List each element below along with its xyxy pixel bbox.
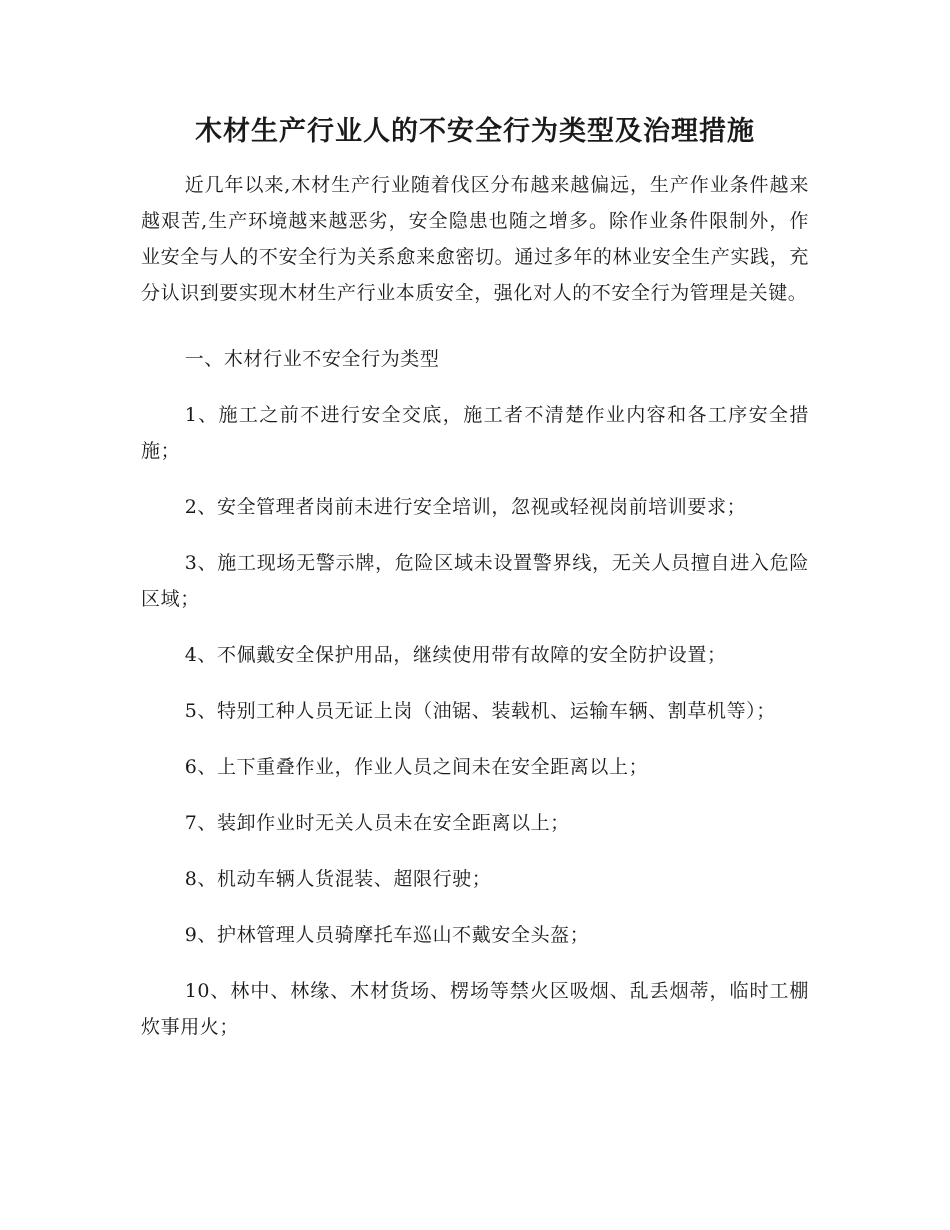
- list-item: 2、安全管理者岗前未进行安全培训，忽视或轻视岗前培训要求；: [184, 496, 747, 518]
- intro-paragraph: 近几年以来,木材生产行业随着伐区分布越来越偏远，生产作业条件越来越艰苦,生产环境越来越恶劣，安全隐患也随之增多。除作业条件限制外，作业安全与人的不安全行为关系愈来愈密切。通过多年的林业安全生产实践，充分认识到要实现木材生产行业本质安全，强化对人的不安全行为管理是关键。: [141, 174, 809, 304]
- list-item: 6、上下重叠作业，作业人员之间未在安全距离以上；: [184, 756, 649, 778]
- list-item: 9、护林管理人员骑摩托车巡山不戴安全头盔；: [184, 924, 590, 946]
- document-body: [141, 167, 809, 1065]
- document-title: 木材生产行业人的不安全行为类型及治理措施: [195, 116, 755, 147]
- list-item: 7、装卸作业时无关人员未在安全距离以上；: [184, 812, 570, 834]
- list-item: 3、施工现场无警示牌，危险区域未设置警界线，无关人员擅自进入危险区域；: [141, 552, 809, 610]
- section-heading: 一、木材行业不安全行为类型: [184, 348, 440, 370]
- list-item: 10、林中、林缘、木材货场、楞场等禁火区吸烟、乱丢烟蒂，临时工棚炊事用火；: [141, 980, 809, 1038]
- list-item: 5、特别工种人员无证上岗（油锯、装载机、运输车辆、割草机等）；: [184, 700, 776, 722]
- list-item: 1、施工之前不进行安全交底，施工者不清楚作业内容和各工序安全措施；: [141, 404, 809, 462]
- list-item: 8、机动车辆人货混装、超限行驶；: [184, 868, 492, 890]
- list-item: 4、不佩戴安全保护用品，继续使用带有故障的安全防护设置；: [184, 644, 727, 666]
